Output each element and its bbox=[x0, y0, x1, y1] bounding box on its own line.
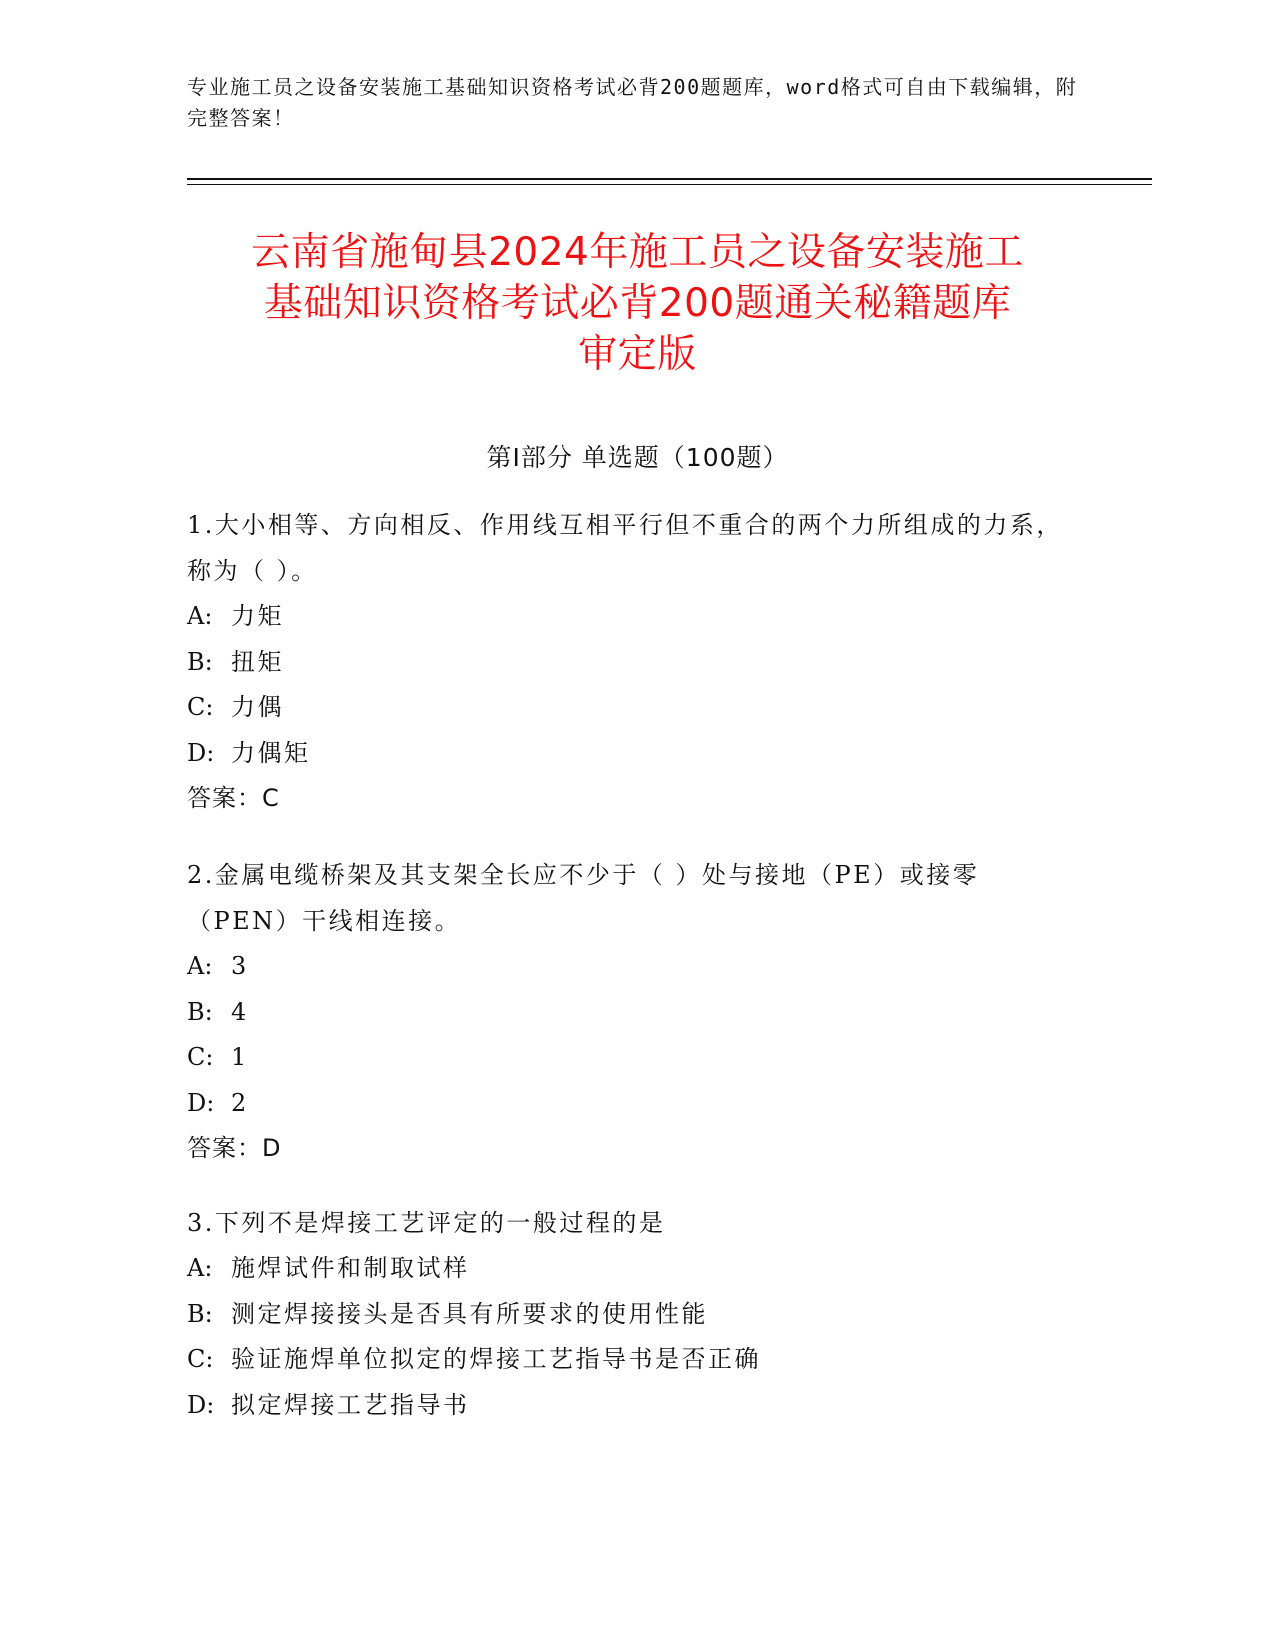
option-key: C: bbox=[187, 1043, 214, 1071]
answer-line: 答案：C bbox=[187, 784, 280, 812]
option-b bbox=[187, 640, 1077, 686]
option-text: 3 bbox=[231, 952, 249, 980]
option-text: 扭矩 bbox=[231, 647, 284, 676]
option-text: 2 bbox=[231, 1088, 249, 1117]
option-key: D: bbox=[187, 1390, 215, 1419]
title-line-2: 基础知识资格考试必背200题通关秘籍题库 bbox=[263, 281, 1012, 326]
option-a bbox=[187, 944, 1077, 990]
option-b bbox=[187, 1292, 1077, 1338]
option-key: A: bbox=[187, 602, 213, 630]
option-key: C: bbox=[187, 1345, 214, 1373]
option-d bbox=[187, 1081, 1077, 1127]
option-key: A: bbox=[187, 952, 213, 980]
option-text: 4 bbox=[231, 997, 249, 1026]
option-a bbox=[187, 594, 1077, 640]
option-text: 验证施焊单位拟定的焊接工艺指导书是否正确 bbox=[231, 1345, 761, 1373]
option-a bbox=[187, 1246, 1077, 1292]
option-text: 力矩 bbox=[231, 602, 284, 630]
option-d bbox=[187, 731, 1077, 777]
document-title bbox=[150, 227, 1125, 380]
option-key: D: bbox=[187, 1088, 215, 1117]
option-text: 施焊试件和制取试样 bbox=[231, 1254, 470, 1282]
header-divider-thick bbox=[187, 178, 1152, 180]
question-text: 3.下列不是焊接工艺评定的一般过程的是 bbox=[187, 1209, 666, 1237]
option-d bbox=[187, 1383, 1077, 1429]
title-line-3: 审定版 bbox=[578, 332, 697, 377]
option-c bbox=[187, 685, 1077, 731]
option-key: B: bbox=[187, 647, 213, 676]
question-1 bbox=[187, 502, 1077, 820]
option-text: 拟定焊接工艺指导书 bbox=[231, 1390, 470, 1419]
option-text: 1 bbox=[231, 1043, 249, 1071]
option-key: B: bbox=[187, 997, 213, 1026]
section-heading: 第Ⅰ部分 单选题（100题） bbox=[486, 443, 789, 472]
question-text: 1.大小相等、方向相反、作用线互相平行但不重合的两个力所组成的力系，称为（ ）。 bbox=[187, 511, 1063, 585]
answer-line: 答案：D bbox=[187, 1134, 282, 1162]
option-key: B: bbox=[187, 1299, 213, 1328]
option-key: A: bbox=[187, 1254, 213, 1282]
header-note: 专业施工员之设备安装施工基础知识资格考试必背200题题库，word格式可自由下载编辑，附完整答案！ bbox=[187, 75, 1078, 130]
option-key: D: bbox=[187, 738, 215, 767]
option-c bbox=[187, 1035, 1077, 1081]
question-3 bbox=[187, 1200, 1077, 1428]
option-key: C: bbox=[187, 693, 214, 721]
option-c bbox=[187, 1337, 1077, 1383]
title-line-1: 云南省施甸县2024年施工员之设备安装施工 bbox=[251, 230, 1024, 275]
option-text: 力偶 bbox=[231, 693, 284, 721]
question-text: 2.金属电缆桥架及其支架全长应不少于（ ）处与接地（PE）或接零（PEN）干线相连接。 bbox=[187, 861, 980, 935]
option-text: 力偶矩 bbox=[231, 738, 311, 767]
header-divider-thin bbox=[187, 184, 1152, 185]
question-2 bbox=[187, 852, 1077, 1170]
option-text: 测定焊接接头是否具有所要求的使用性能 bbox=[231, 1299, 708, 1328]
option-b bbox=[187, 990, 1077, 1036]
